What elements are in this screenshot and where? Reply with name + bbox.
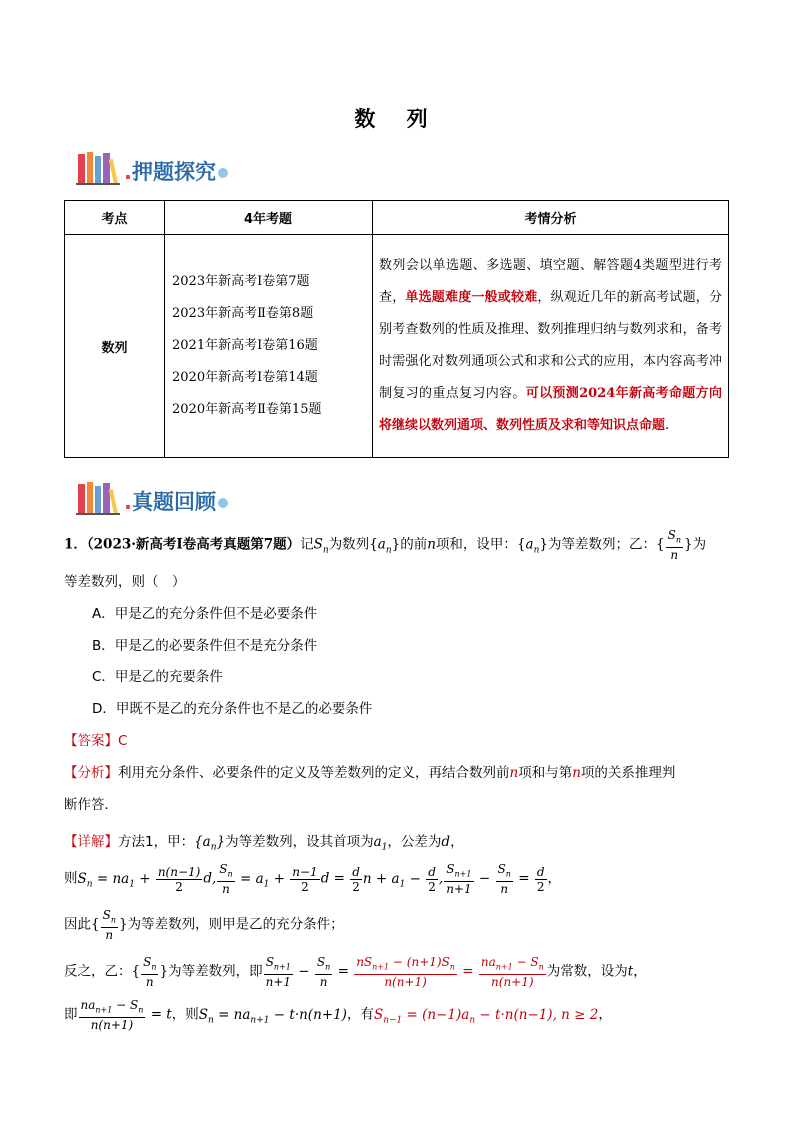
question-source: （2023·新高考Ⅰ卷高考真题第7题）: [86, 536, 301, 553]
question-line-2: 等差数列，则（ ）: [64, 574, 186, 590]
detail-line-2: 则$S_n = na_1$ + $\frac{n(n-1)}{2}$ d, $\frac{S_n}{n}$ = $a_1$ + $\frac{n-1}{2}$ d = $\frac{d}{2}$ $n + a_1$ − $\frac{d}{2}$ , $\frac{S_{n+1}}{n+1}$ − $\frac{S_n}{n}$ = $\frac{d}{2}$ ，: [64, 862, 561, 897]
analysis-text: 数列会以单选题、多选题、填空题、解答题4类题型进行考查，: [379, 257, 722, 305]
header-exams: 4年考题: [165, 201, 373, 235]
detail-text: ，: [450, 834, 464, 850]
detail-text: 则: [64, 870, 78, 887]
analysis-text: 项和与第: [518, 765, 573, 781]
exam-item: 2023年新高考Ⅰ卷第7题: [172, 274, 310, 289]
exam-item: 2021年新高考Ⅰ卷第16题: [172, 338, 318, 353]
q-text: 的前: [400, 536, 428, 553]
detail-text: 为常数，设为: [546, 963, 628, 980]
exam-analysis-table: [64, 200, 729, 458]
books-icon: [76, 480, 122, 516]
option-c: C．甲是乙的充要条件: [92, 669, 223, 685]
question-line-1: 1．（2023·新高考Ⅰ卷高考真题第7题）记$S_n$为数列$\{a_n\}$的前n项和，设甲：$\{a_n\}$为等差数列；乙：{ $\frac{S_n}{n}$ }为: [64, 528, 707, 563]
detail-text: 为等差数列，则甲是乙的充分条件；: [127, 916, 344, 933]
detail-text: 为等差数列，设其首项为: [225, 834, 374, 850]
analysis-text: 利用充分条件、必要条件的定义及等差数列的定义，再结合数列前: [118, 765, 510, 781]
analysis-line-2: 断作答．: [64, 797, 118, 813]
question-number: 1．: [64, 536, 87, 553]
analysis-label: 【分析】: [64, 765, 118, 781]
analysis-prediction: 可以预测2024年新高考命题方向将继续以数列通项、数列性质及求和等知识点命题: [379, 385, 722, 433]
exam-item: 2023年新高考Ⅱ卷第8题: [172, 306, 314, 321]
q-text: 记: [300, 536, 314, 553]
detail-text: 为等差数列，即: [168, 963, 263, 980]
analysis-line-1: 【分析】利用充分条件、必要条件的定义及等差数列的定义，再结合数列前n项和与第n项的关系推理判: [64, 765, 676, 781]
option-d: D．甲既不是乙的充分条件也不是乙的必要条件: [92, 701, 373, 717]
dot-icon: [218, 168, 228, 178]
answer-line: [64, 729, 127, 749]
analysis-text: ，纵观近几年的新高考试题，分别考查数列的性质及推理、数列推理归纳与数列求和，备考时需强化对数列通项公式和求和公式的应用，本内容高考冲制复习的重点复习内容。: [379, 289, 722, 401]
dot-icon: [218, 498, 228, 508]
analysis-cell: 数列会以单选题、多选题、填空题、解答题4类题型进行考查，单选题难度一般或较难，纵观近几年的新高考试题，分别考查数列的性质及推理、数列推理归纳与数列求和，备考时需强化对数列通项公式和求和公式的应用，本内容高考冲制复习的重点复习内容。可以预测2024年新高考命题方向将继续以数列通项、数列性质及求和等知识点命题.: [373, 235, 729, 458]
detail-text: ，有: [346, 1006, 374, 1023]
q-text: 为: [692, 536, 707, 553]
detail-line-4: 反之，乙：{ $\frac{S_n}{n}$ }为等差数列，即 $\frac{S_{n+1}}{n+1}$ − $\frac{S_n}{n}$ = $\frac{nS_{n+1} - (n+1)S_n}{n(n+1)}$ = $\frac{na_{n+1} - S_n}{n(n+1)}$ 为常数，设为t，: [64, 955, 647, 990]
detail-label: 【详解】: [64, 834, 118, 850]
analysis-text: 项的关系推理判: [580, 765, 676, 781]
detail-line-5: 即 $\frac{na_{n+1} - S_n}{n(n+1)}$ = t，则$S_n = na_{n+1} - t\cdot n(n+1)$，有$S_{n-1} = (n-1)a_n - t\cdot n(n-1)$, n ≥ 2，: [64, 998, 612, 1033]
detail-text: ，则: [171, 1006, 199, 1023]
exams-cell: [165, 235, 373, 458]
option-a: A．甲是乙的充分条件但不是必要条件: [92, 606, 318, 622]
exam-item: 2020年新高考Ⅱ卷第15题: [172, 402, 322, 417]
answer-label: 【答案】: [64, 733, 118, 749]
detail-text: 反之，乙：: [64, 963, 132, 980]
page-title: 数 列: [354, 107, 440, 131]
detail-line-1: 【详解】方法1，甲：$\{a_n\}$为等差数列，设其首项为$a_1$，公差为d，: [64, 834, 464, 853]
detail-text: 因此: [64, 916, 91, 933]
option-b: B．甲是乙的必要条件但不是充分条件: [92, 638, 318, 654]
section-title: 押题探究: [131, 160, 216, 184]
detail-line-3: 因此{ $\frac{S_n}{n}$ }为等差数列，则甲是乙的充分条件；: [64, 908, 344, 943]
answer-value: C: [118, 733, 128, 749]
analysis-highlight: 单选题难度一般或较难: [405, 289, 538, 305]
detail-text: ，公差为: [387, 834, 442, 850]
header-topic: 考点: [65, 201, 165, 235]
detail-text: ，: [633, 963, 647, 980]
header-analysis: 考情分析: [373, 201, 729, 235]
exam-item: 2020年新高考Ⅰ卷第14题: [172, 370, 318, 385]
detail-text: 即: [64, 1006, 78, 1023]
q-text: 为数列: [328, 536, 370, 553]
section-title: 真题回顾: [131, 490, 216, 514]
books-icon: [76, 150, 122, 186]
q-text: 为等差数列；乙：: [547, 536, 656, 553]
detail-text: ，: [598, 1006, 612, 1023]
topic-cell: 数列: [65, 235, 165, 458]
q-text: 项和，设甲：: [435, 536, 517, 553]
detail-text: 方法1，甲：: [118, 834, 195, 850]
